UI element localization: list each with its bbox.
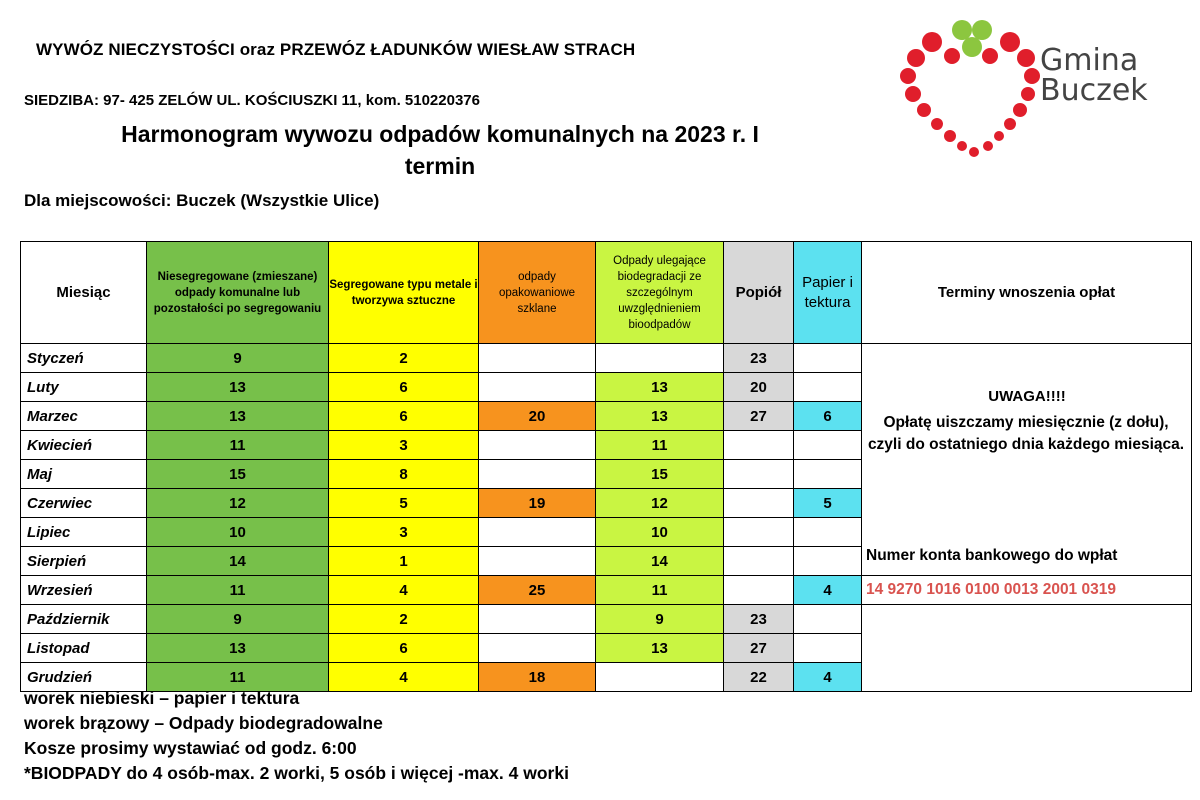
payment-warning-heading: UWAGA!!!! xyxy=(988,388,1066,405)
bio-cell: 11 xyxy=(596,431,724,460)
logo-dot xyxy=(917,103,931,117)
ash-cell: 23 xyxy=(724,605,794,634)
month-cell: Październik xyxy=(21,605,147,634)
header-ash: Popiół xyxy=(724,242,794,344)
paper-cell xyxy=(794,605,862,634)
month-cell: Grudzień xyxy=(21,663,147,692)
company-address: SIEDZIBA: 97- 425 ZELÓW UL. KOŚCIUSZKI 11, kom. 510220376 xyxy=(24,92,480,109)
glass-cell xyxy=(479,373,596,402)
plastic-cell: 1 xyxy=(329,547,479,576)
bank-account-cell: 14 9270 1016 0100 0013 2001 0319 xyxy=(862,576,1192,605)
logo-text-line2: Buczek xyxy=(1040,73,1148,108)
mixed-cell: 11 xyxy=(147,576,329,605)
logo-dot xyxy=(982,48,998,64)
bio-cell xyxy=(596,344,724,373)
table-row xyxy=(21,344,1192,373)
header-mixed: Niesegregowane (zmieszane) odpady komunalne lub pozostałości po segregowaniu xyxy=(147,242,329,344)
mixed-cell: 12 xyxy=(147,489,329,518)
bio-cell: 13 xyxy=(596,402,724,431)
glass-cell xyxy=(479,431,596,460)
paper-cell: 6 xyxy=(794,402,862,431)
glass-cell: 25 xyxy=(479,576,596,605)
location-label: Dla miejscowości: Buczek (Wszystkie Ulice) xyxy=(24,191,380,210)
logo-dot xyxy=(944,48,960,64)
ash-cell xyxy=(724,489,794,518)
month-cell: Luty xyxy=(21,373,147,402)
logo-dot xyxy=(1013,103,1027,117)
plastic-cell: 4 xyxy=(329,663,479,692)
footer-line-time: Kosze prosimy wystawiać od godz. 6:00 xyxy=(24,738,357,758)
logo-dot xyxy=(1000,32,1020,52)
month-cell: Kwiecień xyxy=(21,431,147,460)
bio-cell: 11 xyxy=(596,576,724,605)
footer-line-blue-bag: worek niebieski – papier i tektura xyxy=(24,688,300,708)
glass-cell: 18 xyxy=(479,663,596,692)
mixed-cell: 11 xyxy=(147,431,329,460)
schedule-title-line2: termin xyxy=(404,153,476,179)
bio-cell: 13 xyxy=(596,634,724,663)
paper-cell xyxy=(794,460,862,489)
month-cell: Listopad xyxy=(21,634,147,663)
logo-dot xyxy=(922,32,942,52)
payment-empty-cell xyxy=(862,605,1192,692)
logo-dot xyxy=(962,37,982,57)
plastic-cell: 8 xyxy=(329,460,479,489)
paper-cell: 5 xyxy=(794,489,862,518)
ash-cell xyxy=(724,460,794,489)
ash-cell: 27 xyxy=(724,634,794,663)
bank-account-label: Numer konta bankowego do wpłat xyxy=(866,547,1118,564)
bio-cell: 14 xyxy=(596,547,724,576)
footer-notes xyxy=(24,686,569,786)
logo-dot xyxy=(983,141,993,151)
header-plastic: Segregowane typu metale i tworzywa sztuczne xyxy=(329,242,479,344)
mixed-cell: 13 xyxy=(147,402,329,431)
ash-cell xyxy=(724,431,794,460)
logo-dot xyxy=(1004,118,1016,130)
plastic-cell: 6 xyxy=(329,634,479,663)
month-cell: Sierpień xyxy=(21,547,147,576)
bio-cell: 12 xyxy=(596,489,724,518)
schedule-title xyxy=(0,118,880,182)
schedule-table xyxy=(20,241,1192,692)
mixed-cell: 13 xyxy=(147,373,329,402)
glass-cell xyxy=(479,344,596,373)
paper-cell: 4 xyxy=(794,576,862,605)
header-payment: Terminy wnoszenia opłat xyxy=(862,242,1192,344)
heart-dots-icon xyxy=(900,20,1040,157)
logo-dot xyxy=(905,86,921,102)
glass-cell xyxy=(479,605,596,634)
paper-cell xyxy=(794,344,862,373)
logo-dot xyxy=(952,20,972,40)
company-name: WYWÓZ NIECZYSTOŚCI oraz PRZEWÓZ ŁADUNKÓW WIESŁAW STRACH xyxy=(36,40,636,59)
bio-cell: 15 xyxy=(596,460,724,489)
logo-dot xyxy=(972,20,992,40)
month-cell: Wrzesień xyxy=(21,576,147,605)
plastic-cell: 4 xyxy=(329,576,479,605)
ash-cell xyxy=(724,576,794,605)
paper-cell xyxy=(794,518,862,547)
bio-cell: 13 xyxy=(596,373,724,402)
bio-cell xyxy=(596,663,724,692)
logo-dot xyxy=(1021,87,1035,101)
month-cell: Czerwiec xyxy=(21,489,147,518)
mixed-cell: 9 xyxy=(147,605,329,634)
logo-text xyxy=(1040,43,1148,108)
month-cell: Styczeń xyxy=(21,344,147,373)
header-month: Miesiąc xyxy=(21,242,147,344)
paper-cell xyxy=(794,373,862,402)
header-bio: Odpady ulegające biodegradacji ze szczególnym uwzględnieniem bioodpadów xyxy=(596,242,724,344)
plastic-cell: 2 xyxy=(329,605,479,634)
plastic-cell: 6 xyxy=(329,402,479,431)
paper-cell xyxy=(794,634,862,663)
glass-cell xyxy=(479,634,596,663)
table-header-row xyxy=(21,242,1192,344)
ash-cell: 20 xyxy=(724,373,794,402)
logo-dot xyxy=(900,68,916,84)
mixed-cell: 14 xyxy=(147,547,329,576)
month-cell: Marzec xyxy=(21,402,147,431)
glass-cell: 20 xyxy=(479,402,596,431)
plastic-cell: 6 xyxy=(329,373,479,402)
mixed-cell: 13 xyxy=(147,634,329,663)
plastic-cell: 2 xyxy=(329,344,479,373)
logo-dot xyxy=(1024,68,1040,84)
table-row xyxy=(21,576,1192,605)
glass-cell: 19 xyxy=(479,489,596,518)
ash-cell xyxy=(724,547,794,576)
logo-dot xyxy=(931,118,943,130)
header-glass: odpady opakowaniowe szklane xyxy=(479,242,596,344)
header-paper: Papier i tektura xyxy=(794,242,862,344)
logo-dot xyxy=(957,141,967,151)
mixed-cell: 10 xyxy=(147,518,329,547)
bio-cell: 9 xyxy=(596,605,724,634)
ash-cell: 23 xyxy=(724,344,794,373)
payment-warning-text: Opłatę uiszczamy miesięcznie (z dołu), czyli do ostatniego dnia każdego miesiąca. xyxy=(867,414,1185,453)
mixed-cell: 15 xyxy=(147,460,329,489)
ash-cell: 27 xyxy=(724,402,794,431)
ash-cell xyxy=(724,518,794,547)
paper-cell: 4 xyxy=(794,663,862,692)
bio-cell: 10 xyxy=(596,518,724,547)
month-cell: Lipiec xyxy=(21,518,147,547)
payment-note-cell xyxy=(862,344,1192,576)
glass-cell xyxy=(479,460,596,489)
glass-cell xyxy=(479,518,596,547)
ash-cell: 22 xyxy=(724,663,794,692)
schedule-title-line1: Harmonogram wywozu odpadów komunalnych na 2023 r. I xyxy=(121,121,759,147)
plastic-cell: 3 xyxy=(329,518,479,547)
paper-cell xyxy=(794,547,862,576)
table-row xyxy=(21,605,1192,634)
plastic-cell: 5 xyxy=(329,489,479,518)
mixed-cell: 9 xyxy=(147,344,329,373)
logo-dot xyxy=(969,147,979,157)
month-cell: Maj xyxy=(21,460,147,489)
paper-cell xyxy=(794,431,862,460)
plastic-cell: 3 xyxy=(329,431,479,460)
glass-cell xyxy=(479,547,596,576)
logo-dot xyxy=(994,131,1004,141)
logo-dot xyxy=(1017,49,1035,67)
logo-dot xyxy=(944,130,956,142)
footer-line-brown-bag: worek brązowy – Odpady biodegradowalne xyxy=(24,713,383,733)
footer-line-bio-limit: *BIODPADY do 4 osób-max. 2 worki, 5 osób i więcej -max. 4 worki xyxy=(24,763,569,783)
mixed-cell: 11 xyxy=(147,663,329,692)
logo-dot xyxy=(907,49,925,67)
logo-text-line1: Gmina xyxy=(1040,43,1139,78)
